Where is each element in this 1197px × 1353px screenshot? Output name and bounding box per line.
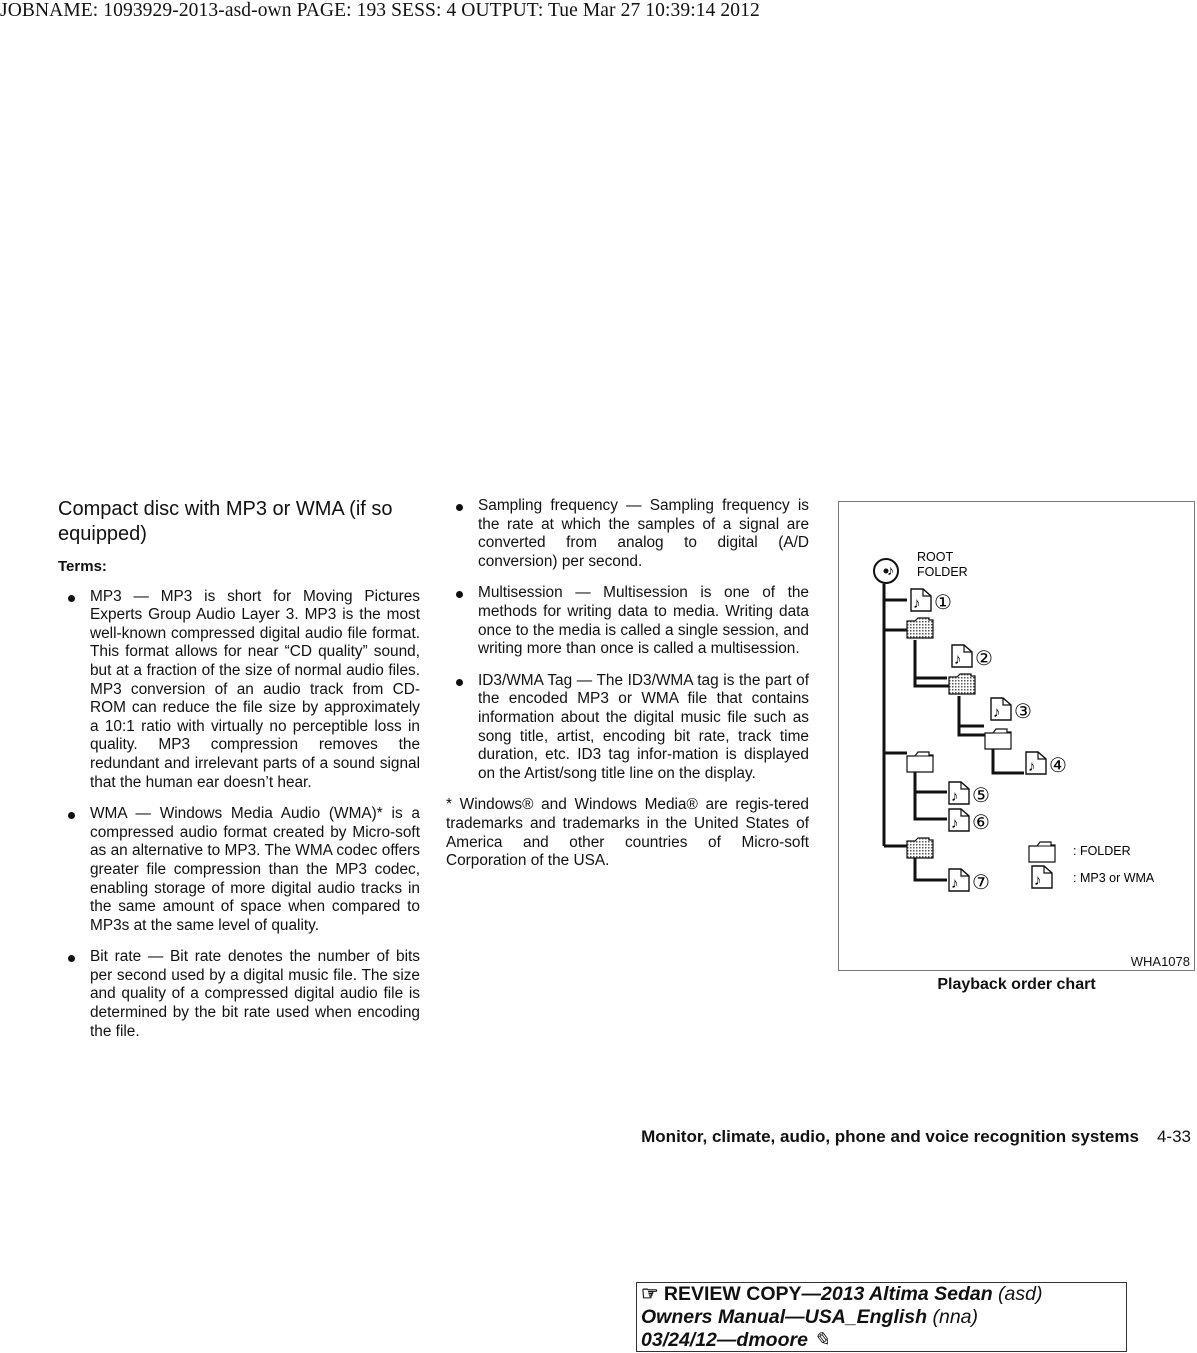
bullet-bit-rate: Bit rate — Bit rate denotes the number of bits per second used by a digital music file. The size and quality of a compressed digital audio file is determined by the bit rate used when encoding the file. [58,948,420,1041]
bullet-id3-tag: ID3/WMA Tag — The ID3/WMA tag is the part of the encoded MP3 or WMA file that contains information about the digital music file such as song title, artist, encoding bit rate, track time duration, etc. ID3 tag infor-mation is displayed on the Artist/song title line on the display. [446,672,809,784]
music-file-icon [991,698,1011,721]
music-file-icon [949,809,969,832]
music-file-icon [911,589,931,612]
bullet-dot-icon [456,679,463,686]
footer-section-title: Monitor, climate, audio, phone and voice recognition systems [641,1127,1139,1146]
folder-icon [949,674,975,694]
music-file-icon [949,782,969,805]
review-line-1: ☞ REVIEW COPY—2013 Altima Sedan (asd) [641,1283,1043,1305]
track-number: ⑥ [972,812,990,834]
review-line-2: Owners Manual—USA_English (nna) [641,1306,979,1328]
track-number: ① [934,592,952,614]
figure-caption: Playback order chart [937,976,1096,993]
disc-music-icon [874,559,898,583]
bullet-dot-icon [456,591,463,598]
folder-icon [907,838,933,858]
bullet-dot-icon [68,812,75,819]
music-file-icon [1026,752,1046,775]
folder-tree-diagram: ♪ ♪ ROOT FOLDER ① ② ③ ④ ⑤ ⑥ ⑦ : FOLDER : MP3 or WMA [841,508,1155,894]
track-number: ③ [1014,701,1032,723]
review-copy-box [636,1282,1127,1352]
music-file-icon [952,645,972,668]
legend-folder-icon [1029,842,1055,862]
track-number: ⑦ [972,872,990,894]
page-footer [641,1127,1191,1147]
job-header: JOBNAME: 1093929-2013-asd-own PAGE: 193 SESS: 4 OUTPUT: Tue Mar 27 10:39:14 2012 [0,0,760,21]
bullet-dot-icon [456,504,463,511]
figure-id: WHA1078 [1130,954,1190,969]
left-column [58,497,420,1054]
track-number: ④ [1049,755,1067,777]
bullet-dot-icon [68,955,75,962]
bullet-dot-icon [68,595,75,602]
svg-text:♪: ♪ [887,562,894,578]
folder-icon [985,729,1011,749]
trademark-footnote: * Windows® and Windows Media® are regis-tered trademarks and trademarks in the United States of America and other countries of Micro-soft Corporation of the USA. [446,796,809,870]
root-label-line2: FOLDER [917,565,968,579]
section-title: Compact disc with MP3 or WMA (if so equipped) [58,498,393,545]
root-label-line1: ROOT [917,550,954,564]
folder-icon [907,752,933,772]
legend-file-icon [1032,866,1052,889]
review-line-3: 03/24/12—dmoore ✎ [641,1329,830,1351]
bullet-mp3: MP3 — MP3 is short for Moving Pictures Experts Group Audio Layer 3. MP3 is the most well-known compressed digital audio file format. This format allows for near “CD quality” sound, but at a fraction of the size of normal audio files. MP3 conversion of an audio track from CD-ROM can reduce the file size by approximately a 10:1 ratio with virtually no perceptible loss in quality. MP3 compression removes the redundant and irrelevant parts of a sound signal that the human ear doesn’t hear. [58,588,420,793]
track-number: ⑤ [972,785,990,807]
bullet-wma: WMA — Windows Media Audio (WMA)* is a compressed audio format created by Micro-soft as an alternative to MP3. The WMA codec offers greater file compression than the MP3 codec, enabling storage of more digital audio tracks in the same amount of space when compared to MP3s at the same level of quality. [58,805,420,935]
legend-file-label: : MP3 or WMA [1073,871,1155,885]
legend-folder-label: : FOLDER [1073,844,1131,858]
terms-label: Terms: [58,558,107,575]
middle-column [446,497,809,871]
page-number: 4-33 [1156,1127,1191,1146]
bullet-sampling-frequency: Sampling frequency — Sampling frequency is the rate at which the samples of a signal are converted from analog to digital (A/D conversion) per second. [446,497,809,571]
track-number: ② [975,648,993,670]
music-file-icon [949,869,969,892]
bullet-multisession: Multisession — Multisession is one of the methods for writing data to media. Writing data once to the media is called a single session, and writing more than once is called a multisession. [446,584,809,658]
playback-order-figure [838,501,1195,971]
folder-icon [907,618,933,638]
